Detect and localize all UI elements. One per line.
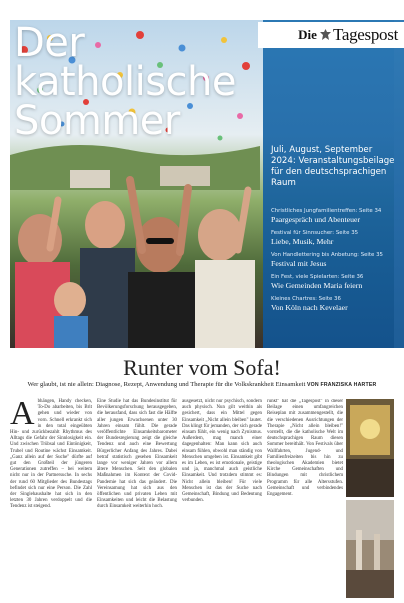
teaser-headline: Festival mit Jesus (271, 259, 327, 268)
teaser-headline: Von Köln nach Kevelaer (271, 303, 348, 312)
teaser-item[interactable] (271, 274, 399, 290)
teaser-list (271, 208, 399, 318)
supplement-subline: Juli, August, September 2024: Veranstaltungsbeilage für den deutschsprachigen Raum (271, 145, 395, 188)
teaser-kicker: Festival für Sinnsucher: Seite 35 (271, 230, 359, 236)
teaser-headline: Paargespräch und Abenteuer (271, 215, 361, 224)
supplement-title (14, 20, 394, 144)
article-column-2: Eine Studie hat das Bundesinstitut für Bevölkerungsforschung herausgegeben, die herausfand, dass sich fast die Hälfte aller jungen Erwachsenen unter 30 Jahren einsam fühlt. Die gerade veröffentlichte Einsamkeitsbarometer der Bundesregierung zeigt die gleiche Tendenz und auch eine Bewertung Bürgerlicher Anfang des Jahres. Dabei betraf statistisch gesehen Einsamkeit lange vor weniger Jahren vor allem ältere Menschen. Seit den globalen Maßnahmen im Kontext der Covid-Pandemie hat sich das geändert. Die Vereinsamung hat sich aus den öffentlichen und privaten Leben mit Einsamkeiten und leicht die Belastung durch Einsamkeit weiterhin hoch. (97, 399, 177, 510)
masthead-die: Die (298, 27, 317, 42)
teaser-headline: Liebe, Musik, Mehr (271, 237, 334, 246)
article-column-3: ausgesetzt, nicht nur psychisch, sondern auch physisch. Nun gilt weithin als gesichert, dass ein Mittel gegen Einsamkeit „Nicht allein bleiben" lautet. Das klingt für jemanden, der sich gerade einsam fühlt, ein wenig nach Zynismus. Außerdem, mag manch einer dagegenhalten: Man kann sich auch einsam fühlen, obwohl man ständig von Menschen umgeben ist. Einsamkeit gibt es im Leben, es ist emotionale, geistige und ja, manchmal auch geistliche Einsamkeit. Und trotzdem stimmt es: Nicht allein bleiben! Für viele Menschen ist das der Suche nach Gemeinschaft, Bindung und Bedeutung verbunden. (182, 399, 262, 504)
teaser-item[interactable] (271, 230, 399, 246)
teaser-item[interactable] (271, 252, 399, 268)
teaser-kicker: Christliches Jungfamilientreffen: Seite 34 (271, 208, 382, 214)
title-line-3: Sommer (14, 98, 180, 144)
drop-cap: A (10, 395, 35, 432)
standfirst-text: Wer glaubt, ist nie allein: Diagnose, Rezept, Anwendung und Therapie für die Volkskrankheit Einsamkeit (27, 381, 306, 388)
teaser-item[interactable] (271, 296, 399, 312)
procession-photo (346, 500, 394, 598)
masthead-name: Tagespost (332, 25, 398, 44)
title-line-1: Der (14, 20, 85, 66)
title-line-2: katholische (14, 59, 236, 105)
teaser-item[interactable] (271, 208, 399, 224)
column-1-text: bhängen, Handy checken, To-Do abarbeiten, bis Brit gehen und wieder von vorn. Schnell erkrankt sich in den total eingeübten Hin- und zurückbezahlt Rhythmus des Alltags die Gefahr der Sinnlosigkeit ein. Und zwischen Trübsal und Eintönigkeit, Trubel und Routine wächst Einsamkeit. „Ganz allein auf der Suche" dürfte auf gut den Großteil der jüngeren Generationen zutreffen – bei weitem nicht nur in der Partnersuche. In sechs der rund 60 Mitglieder des Bundestags befindet sich nur eine Person. Die Zahl der Singlehaushalte hat sich in den letzten 30 Jahren verdoppelt und die Tendenz ist steigend. (10, 399, 92, 510)
article-column-1 (10, 395, 92, 511)
teaser-kicker: Von Handlettering bis Anbetung: Seite 35 (271, 252, 383, 258)
article-column-4 (267, 399, 343, 598)
article-byline: VON FRANZISKA HARTER (306, 382, 377, 388)
teaser-kicker: Ein Fest, viele Spielarten: Seite 36 (271, 274, 364, 280)
column-4-text: runkt" hat die „Tagespost" in dieser Beilage einen umfangreichen Reiseplan mit zusammengestellt, die die verschiedenen Ausrichtungen der Therapie „Nicht allein bleiben!" vorstellt, die die katholische Welt im deutschsprachigen Raum diesen Sommer bereithält. Von Festivals über Wallfahrten, Jugend- und Familienfreizeiten bis hin zu theologischen Akademien bietet Kirche Gemeinschaften und Bindungen mit christlichem Programm für alle Altersstufen. Gemeinschaft und verbindendes Engagement. (267, 399, 343, 498)
article-headline: Runter vom Sofa! (123, 355, 281, 380)
church-interior-photo (346, 399, 394, 497)
teaser-kicker: Kleines Chartres: Seite 36 (271, 296, 341, 302)
article-standfirst (0, 381, 404, 388)
teaser-headline: Wie Gemeinden Maria feiern (271, 281, 363, 290)
